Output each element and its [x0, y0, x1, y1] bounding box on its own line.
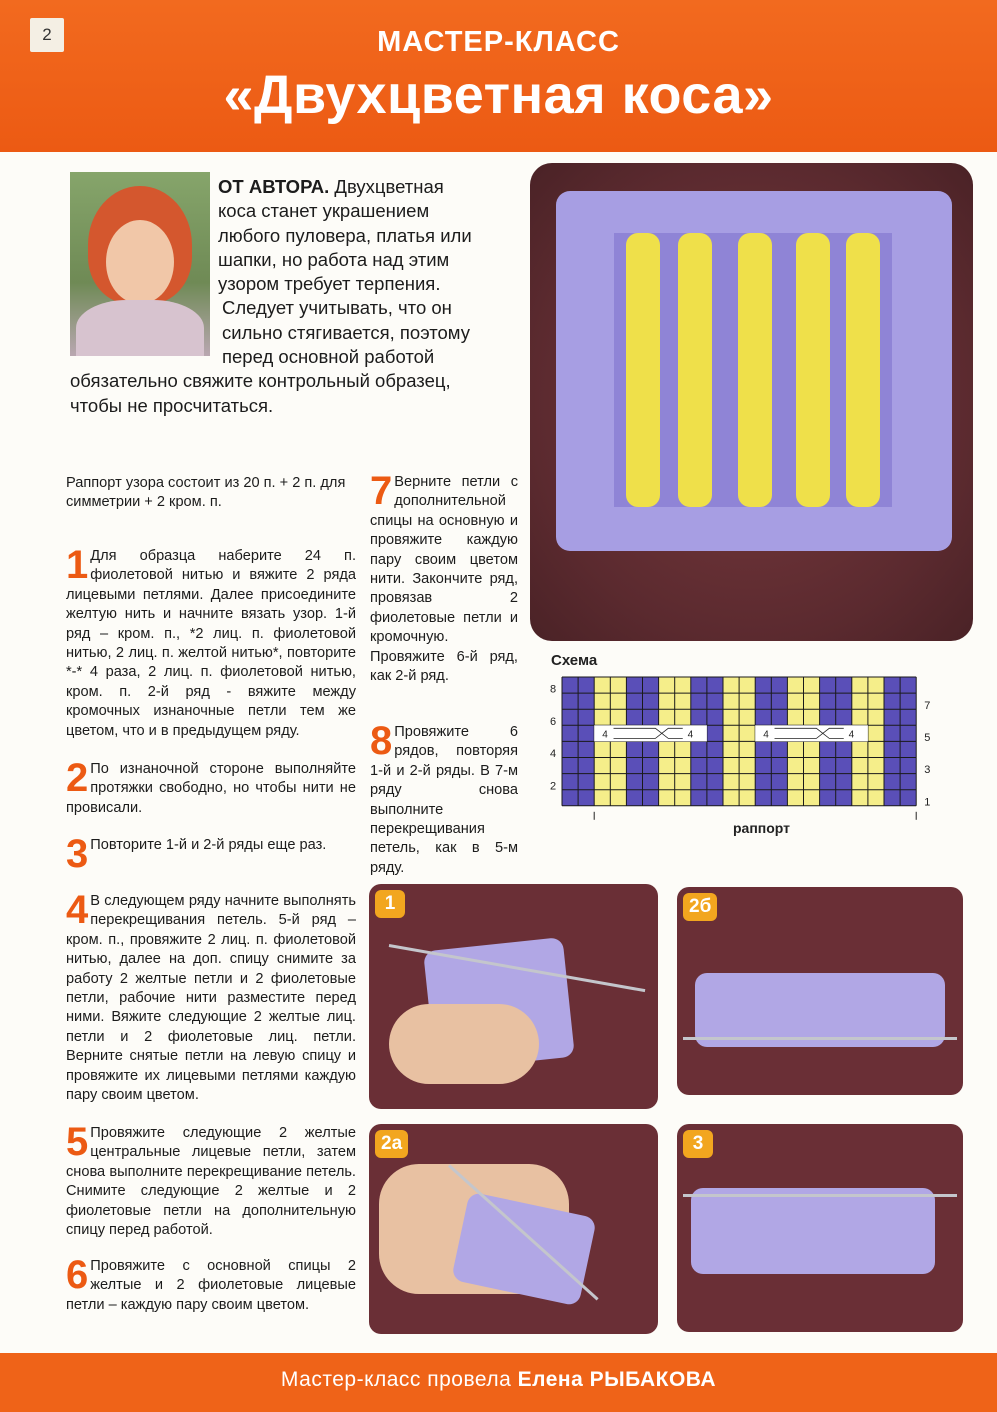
step-photo-2b — [677, 887, 963, 1095]
step-number: 1 — [66, 543, 89, 587]
intro-line: шапки, но работа над этим — [218, 248, 450, 270]
step-1 — [66, 543, 356, 741]
row-label-left: 2 — [550, 780, 557, 793]
step-number: 5 — [66, 1120, 89, 1164]
author-name: Елена РЫБАКОВА — [517, 1368, 717, 1391]
intro-line: коса станет украшением — [218, 200, 430, 222]
step-3 — [66, 832, 356, 876]
cross-label: 4 — [848, 729, 855, 741]
rapport-note: Раппорт узора состоит из 20 п. + 2 п. для симметрии + 2 кром. п. — [66, 475, 346, 511]
step-photo-1 — [369, 884, 658, 1109]
step-text: Провяжите следующие 2 желтые центральные лицевые петли, затем снова выполните перекрещивание петель. Снимите следующие 2 желтые и 2 фиолетовые петли на дополнительную спицу перед работой. — [66, 1125, 356, 1239]
step-number: 2 — [66, 756, 89, 800]
step-7 — [370, 469, 518, 686]
photo-badge: 2б — [683, 893, 717, 921]
intro-line: чтобы не просчитаться. — [70, 394, 274, 416]
rapport-label: раппорт — [733, 820, 791, 836]
step-text: Верните петли с дополнительной спицы на основную и провяжите каждую пару своим цветом нити. Закончите ряд, провязав 2 фиолетовые петли и кромочную. Провяжите 6-й ряд, как 2-й ряд. — [370, 474, 518, 685]
step-text: Провяжите 6 рядов, повторяя 1-й и 2-й ряды. В 7-м ряду снова выполните перекрещивания петель, как в 5-м ряду. — [370, 724, 518, 876]
cross-label: 4 — [763, 729, 769, 741]
section-kicker: МАСТЕР-КЛАСС — [377, 26, 620, 58]
intro-line: любого пуловера, платья или — [218, 224, 472, 246]
step-6 — [66, 1253, 356, 1315]
intro-line: сильно стягивается, поэтому — [222, 321, 470, 343]
step-text: Повторите 1-й и 2-й ряды еще раз. — [90, 837, 327, 853]
step-photo-2a — [369, 1124, 658, 1334]
photo-badge: 1 — [375, 890, 405, 918]
author-intro — [70, 175, 525, 418]
row-label-right: 1 — [924, 796, 931, 809]
intro-line: узором требует терпения. — [218, 273, 441, 295]
swatch-photo — [530, 163, 973, 641]
step-number: 4 — [66, 888, 89, 932]
step-4 — [66, 888, 356, 1105]
row-label-right: 5 — [924, 731, 931, 744]
step-2 — [66, 756, 356, 818]
step-text: В следующем ряду начните выполнять перекрещивания петель. 5-й ряд – кром. п., провяжите 2 лиц. п. фиолетовой нитью, далее на доп. спицу снимите за работу 2 желтые петли и 2 фиолетовые петли, рабочие нити разместите перед ними. Вяжите следующие 2 желтые лиц. петли и 2 фиолетовые лиц. петли. Верните снятые петли на левую спицу и провяжите их лицевыми петлями каждую пару своим цветом. — [66, 893, 356, 1104]
page-title: «Двухцветная коса» — [223, 65, 774, 125]
intro-line: обязательно свяжите контрольный образец, — [70, 370, 451, 392]
row-label-left: 6 — [550, 715, 557, 728]
knitting-scheme — [548, 670, 958, 842]
intro-line: Следует учитывать, что он — [222, 297, 452, 319]
step-photo-3 — [677, 1124, 963, 1332]
step-5 — [66, 1120, 356, 1240]
photo-badge: 2а — [375, 1130, 408, 1158]
step-number: 6 — [66, 1253, 89, 1297]
photo-badge: 3 — [683, 1130, 713, 1158]
step-number: 8 — [370, 719, 393, 763]
intro-line: перед основной работой — [222, 346, 435, 368]
knitted-swatch — [556, 191, 952, 551]
step-text: Провяжите с основной спицы 2 желтые и 2 фиолетовые лицевые петли – каждую пару своим цветом. — [66, 1258, 356, 1313]
cross-label: 4 — [687, 729, 694, 741]
author-credit — [0, 1368, 997, 1392]
credit-prefix: Мастер-класс провела — [280, 1368, 518, 1391]
row-label-left: 4 — [550, 748, 557, 761]
footer-banner — [0, 1353, 997, 1412]
row-label-right: 7 — [924, 699, 931, 712]
row-label-left: 8 — [550, 683, 557, 696]
step-text: Для образца наберите 24 п. фиолетовой нитью и вяжите 2 ряда лицевыми петлями. Далее присоедините желтую нить и начните вязать узор. 1-й ряд – кром. п., *2 лиц. п. фиолетовой нитью, 2 лиц. п. желтой нитью*, повторите *-* 4 раза, 2 лиц. п. фиолетовой нитью, кром. п. 2-й ряд - вяжите между кромочных изнаночные петли тем же цветом, что и в предыдущем ряду. — [66, 548, 356, 739]
cross-label: 4 — [602, 729, 608, 741]
step-number: 7 — [370, 469, 393, 513]
step-text: По изнаночной стороне выполняйте протяжки свободно, но чтобы нити не провисали. — [66, 761, 356, 816]
header-banner — [0, 0, 997, 152]
step-number: 3 — [66, 832, 89, 876]
intro-line: Двухцветная — [329, 176, 444, 197]
intro-label: ОТ АВТОРА. — [218, 176, 330, 197]
row-label-right: 3 — [924, 764, 931, 777]
scheme-label: Схема — [551, 652, 598, 669]
step-8 — [370, 719, 518, 878]
page-number: 2 — [30, 18, 64, 52]
